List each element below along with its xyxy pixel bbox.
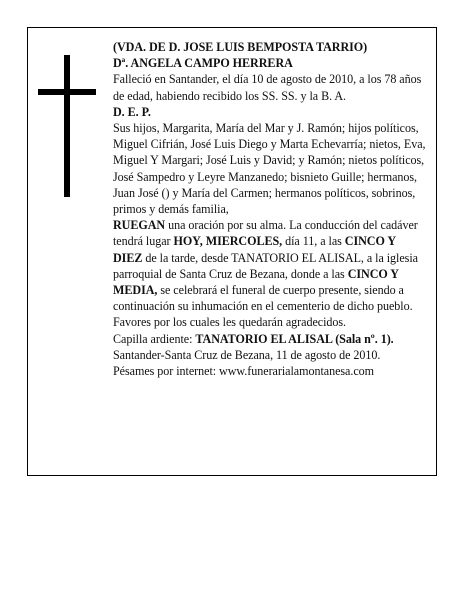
chapel-label: Capilla ardiente:: [113, 331, 196, 346]
service-day: HOY, MIERCOLES,: [173, 234, 283, 249]
request-text-2: día 11, a las: [282, 234, 345, 249]
place-date: Santander-Santa Cruz de Bezana, 11 de agosto de 2010.: [113, 347, 381, 362]
deceased-name: Dª. ANGELA CAMPO HERRERA: [113, 56, 293, 71]
request-paragraph: [113, 217, 426, 330]
request-text-3: de la tarde, desde TANATORIO EL ALISAL, a la iglesia parroquial de Santa Cruz de Bezana, donde a las: [113, 250, 418, 281]
chapel-place: TANATORIO EL ALISAL (Sala nº. 1).: [195, 331, 394, 346]
cross-icon: [38, 55, 96, 197]
request-text-1: una oración por su alma. La conducción del cadáver tendrá lugar: [113, 218, 418, 249]
departure-time: CINCO Y DIEZ: [113, 234, 396, 265]
ruegan-text: RUEGAN: [113, 218, 166, 233]
request-text-4: se celebrará el funeral de cuerpo presente, siendo a continuación su inhumación en el cementerio de dicho pueblo. Favores por los cuales les quedarán agradecidos.: [113, 283, 413, 330]
rip-line: D. E. P.: [113, 104, 151, 119]
family-paragraph: Sus hijos, Margarita, María del Mar y J. Ramón; hijos políticos, Miguel Cifrián, José Luis Diego y Marta Echevarría; nietos, Eva, Miguel Y Margari; José Luis y David; y Ramón; nietos políticos, José Sampedro y Leyre Manzanedo; bisnieto Guille; hermanos, Juan José () y María del Carmen; hermanos políticos, sobrinos, primos y demás familia,: [113, 121, 426, 217]
notice-text: [113, 39, 426, 379]
funeral-time: CINCO Y MEDIA,: [113, 266, 399, 298]
condolences-line: Pésames por internet: www.funerarialamontanesa.com: [113, 364, 375, 379]
death-paragraph: Falleció en Santander, el día 10 de agosto de 2010, a los 78 años de edad, habiendo recibido los SS. SS. y la B. A.: [113, 72, 422, 103]
widow-line: (VDA. DE D. JOSE LUIS BEMPOSTA TARRIO): [113, 40, 368, 54]
chapel-line: [113, 331, 426, 347]
